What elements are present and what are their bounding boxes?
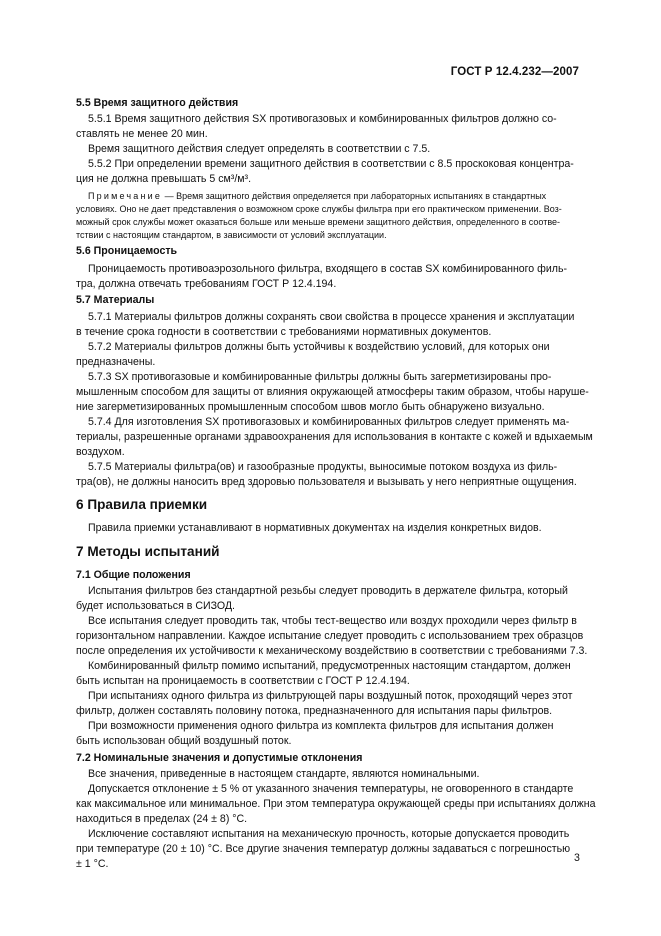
section-5-6-heading: 5.6 Проницаемость bbox=[76, 245, 178, 257]
para-5-5-1-line2: ставлять не менее 20 мин. bbox=[76, 128, 208, 140]
para-5-7-2-line1: 5.7.2 Материалы фильтров должны быть устойчивы к воздействию условий, для которых они bbox=[88, 341, 550, 353]
para-5-7-4-line2: териалы, разрешенные органами здравоохранения для использования в контакте с кожей и вдыхаемым bbox=[76, 431, 593, 443]
note-line3: можный срок службы может оказаться больше или меньше времени защитного действия, определенного в соотве- bbox=[76, 217, 561, 227]
para-7-1-4-line1: При испытаниях одного фильтра из фильтрующей пары воздушный поток, проходящий через этот bbox=[88, 690, 573, 702]
para-7-2-3-line3: ± 1 °С. bbox=[76, 858, 109, 870]
note-text-1: — Время защитного действия определяется при лабораторных испытаниях в стандартных bbox=[162, 191, 547, 201]
para-5-7-4-line3: воздухом. bbox=[76, 446, 125, 458]
para-7-1-4-line2: фильтр, должен составлять половину потока, предназначенного для испытания пары фильтров. bbox=[76, 705, 553, 717]
para-7-1-3-line1: Комбинированный фильтр помимо испытаний, предусмотренных настоящим стандартом, должен bbox=[88, 660, 571, 672]
para-7-1-2-line2: горизонтальном направлении. Каждое испытание следует проводить с использованием трех образцов bbox=[76, 630, 584, 642]
section-6-heading: 6 Правила приемки bbox=[76, 497, 208, 512]
para-5-7-4-line1: 5.7.4 Для изготовления SX противогазовых и комбинированных фильтров следует применять ма- bbox=[88, 416, 570, 428]
para-5-7-3-line2: мышленным способом для защиты от влияния окружающей атмосферы таким образом, чтобы наруше- bbox=[76, 386, 589, 398]
para-5-7-1-line1: 5.7.1 Материалы фильтров должны сохранять свои свойства в процессе хранения и эксплуатации bbox=[88, 311, 575, 323]
para-5-7-3-line1: 5.7.3 SX противогазовые и комбинированные фильтры должны быть загерметизированы про- bbox=[88, 371, 552, 383]
para-5-6-line1: Проницаемость противоаэрозольного фильтра, входящего в состав SX комбинированного филь- bbox=[88, 263, 568, 275]
para-7-2-2-line1: Допускается отклонение ± 5 % от указанного значения температуры, не оговоренного в стандарте bbox=[88, 783, 574, 795]
para-5-7-2-line2: предназначены. bbox=[76, 356, 156, 368]
para-6: Правила приемки устанавливают в нормативных документах на изделия конкретных видов. bbox=[88, 522, 542, 534]
para-5-7-1-line2: в течение срока годности в соответствии с требованиями нормативных документов. bbox=[76, 326, 492, 338]
para-7-1-2-line3: после определения их устойчивости к механическому воздействию в соответствии с требованиями 7.3. bbox=[76, 645, 588, 657]
para-7-1-5-line1: При возможности применения одного фильтра из комплекта фильтров для испытания должен bbox=[88, 720, 554, 732]
page-number: 3 bbox=[574, 852, 580, 864]
para-7-1-2-line1: Все испытания следует проводить так, чтобы тест-вещество или воздух проходили через фильтр в bbox=[88, 615, 577, 627]
para-5-7-3-line3: ние загерметизированных промышленным способом швов могло быть обнаружено визуально. bbox=[76, 401, 545, 413]
section-7-2-heading: 7.2 Номинальные значения и допустимые отклонения bbox=[76, 752, 363, 764]
para-5-5-2-line2: ция не должна превышать 5 см³/м³. bbox=[76, 173, 252, 185]
document-header: ГОСТ Р 12.4.232—2007 bbox=[450, 66, 579, 78]
para-7-2-2-line2: как максимальное или минимальное. При этом температура окружающей среды при испытаниях должна bbox=[76, 798, 596, 810]
section-5-5-heading: 5.5 Время защитного действия bbox=[76, 97, 239, 109]
para-7-1-1-line2: будет использоваться в СИЗОД. bbox=[76, 600, 235, 612]
para-7-1-1-line1: Испытания фильтров без стандартной резьбы следует проводить в держателе фильтра, который bbox=[88, 585, 568, 597]
note-line1 bbox=[76, 190, 581, 202]
para-5-7-5-line2: тра(ов), не должны наносить вред здоровью пользователя и вызывать у него неприятные ощущения. bbox=[76, 476, 577, 488]
para-5-5-1-line3: Время защитного действия следует определять в соответствии с 7.5. bbox=[88, 143, 431, 155]
para-7-2-3-line2: при температуре (20 ± 10) °С. Все другие значения температур должны задаваться с погрешностью bbox=[76, 843, 571, 855]
para-5-6-line2: тра, должна отвечать требованиям ГОСТ Р 12.4.194. bbox=[76, 278, 337, 290]
note-label: Примечание bbox=[88, 191, 163, 201]
note-line2: условиях. Оно не дает представления о возможном сроке службы фильтра при его практическом применении. Воз- bbox=[76, 204, 562, 214]
para-7-2-2-line3: находиться в пределах (24 ± 8) °С. bbox=[76, 813, 248, 825]
para-7-2-1: Все значения, приведенные в настоящем стандарте, являются номинальными. bbox=[88, 768, 480, 780]
para-7-1-5-line2: быть использован общий воздушный поток. bbox=[76, 735, 292, 747]
note-line4: тствии с настоящим стандартом, в зависимости от условий эксплуатации. bbox=[76, 230, 387, 240]
section-5-7-heading: 5.7 Материалы bbox=[76, 294, 155, 306]
para-7-2-3-line1: Исключение составляют испытания на механическую прочность, которые допускается проводить bbox=[88, 828, 570, 840]
section-7-heading: 7 Методы испытаний bbox=[76, 544, 220, 559]
para-7-1-3-line2: быть испытан на проницаемость в соответствии с ГОСТ Р 12.4.194. bbox=[76, 675, 410, 687]
section-7-1-heading: 7.1 Общие положения bbox=[76, 569, 191, 581]
para-5-5-1-line1: 5.5.1 Время защитного действия SX противогазовых и комбинированных фильтров должно со- bbox=[88, 113, 557, 125]
para-5-5-2-line1: 5.5.2 При определении времени защитного действия в соответствии с 8.5 проскоковая концентра- bbox=[88, 158, 574, 170]
para-5-7-5-line1: 5.7.5 Материалы фильтра(ов) и газообразные продукты, выносимые потоком воздуха из филь- bbox=[88, 461, 558, 473]
